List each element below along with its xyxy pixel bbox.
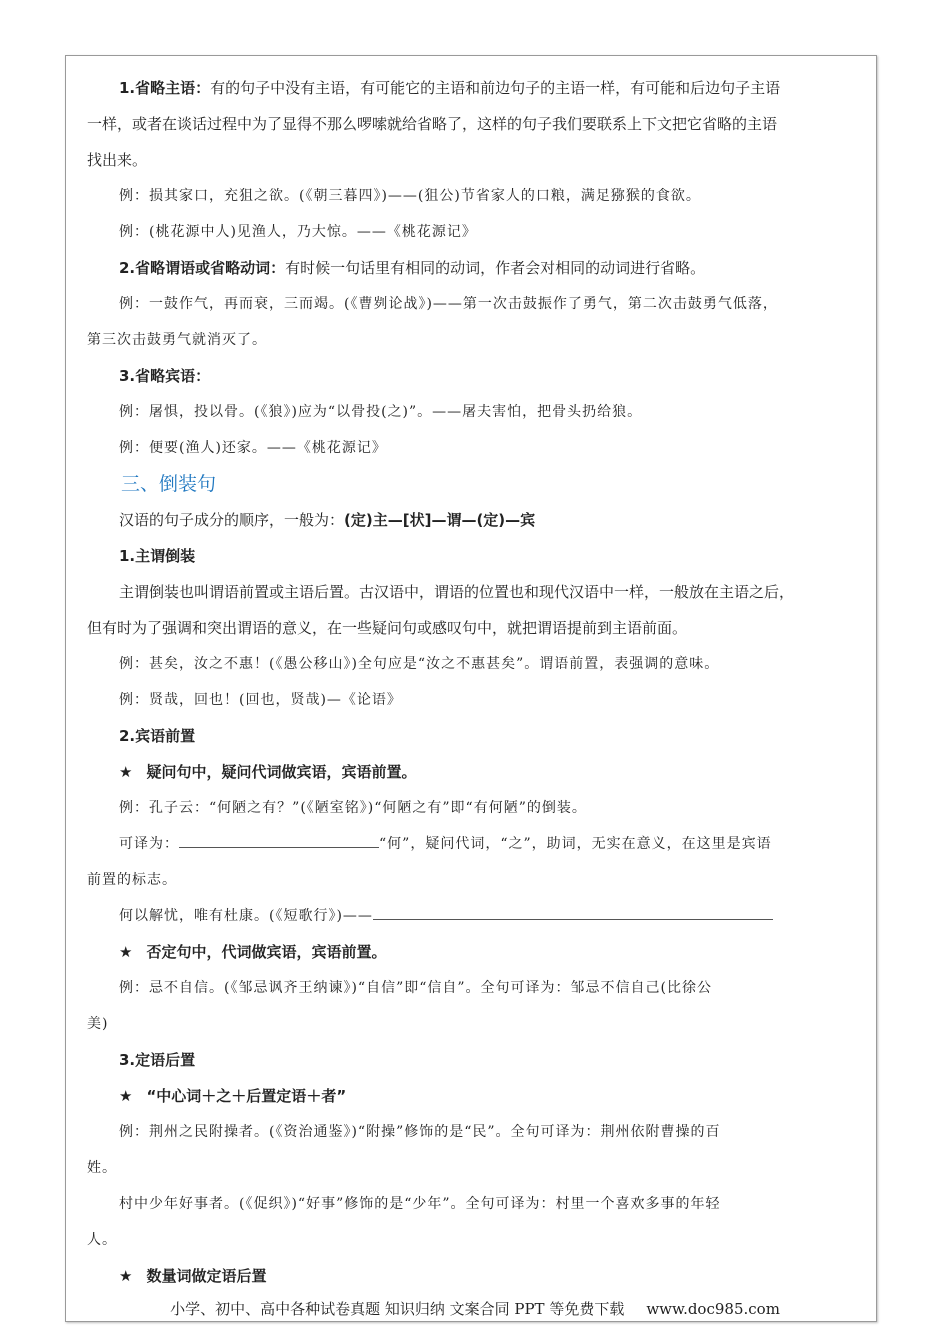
sub3-rule2: 数量词做定语后置 — [146, 1267, 267, 1285]
s2-label: 2.省略谓语或省略动词： — [119, 259, 286, 277]
sub2-translate-cont: 前置的标志。 — [87, 872, 177, 888]
answer-blank[interactable] — [179, 833, 379, 848]
s2-example-1b: 第三次击鼓勇气就消灭了。 — [87, 332, 267, 348]
sub1-heading-line — [87, 538, 857, 574]
sub2-label: 2.宾语前置 — [119, 727, 196, 745]
s3-example-2: 例：便要(渔人)还家。——《桃花源记》 — [119, 440, 387, 456]
star-icon: ★ — [119, 943, 133, 961]
section-title-inversion: 三、倒装句 — [121, 473, 217, 495]
s2-example-1a: 例：一鼓作气，再而衰，三而竭。(《曹刿论战》)——第一次击鼓振作了勇气，第二次击鼓勇气低落， — [119, 296, 778, 312]
sub2-rule1-line — [87, 754, 857, 790]
section3-intro: 汉语的句子成分的顺序，一般为： — [119, 511, 345, 529]
sub3-example-2a: 村中少年好事者。(《促织》)“好事”修饰的是“少年”。全句可译为：村里一个喜欢多事的年轻 — [119, 1196, 721, 1212]
answer-blank[interactable] — [373, 905, 773, 920]
sub2-example-2-prefix: 何以解忧，唯有杜康。(《短歌行》)—— — [119, 908, 373, 924]
star-icon: ★ — [119, 1087, 133, 1105]
s1-text3: 找出来。 — [87, 151, 148, 169]
star-icon: ★ — [119, 763, 133, 781]
star-icon: ★ — [119, 1267, 133, 1285]
sub2-rule2-line — [87, 934, 857, 970]
sub1-example-2: 例：贤哉，回也！(回也，贤哉)—《论语》 — [119, 692, 402, 708]
s2-text: 有时候一句话里有相同的动词，作者会对相同的动词进行省略。 — [285, 259, 706, 277]
sub2-translate-rest: “何”，疑问代词，“之”，助词，无实在意义，在这里是宾语 — [379, 836, 772, 852]
sub3-label: 3.定语后置 — [119, 1051, 196, 1069]
sub3-rule1: “中心词＋之＋后置定语＋者” — [146, 1087, 347, 1105]
sub1-text2: 但有时为了强调和突出谓语的意义，在一些疑问句或感叹句中，就把谓语提前到主语前面。 — [87, 619, 688, 637]
sub3-example-1b: 姓。 — [87, 1160, 117, 1176]
sub2-example-2-line — [87, 898, 857, 934]
page-footer — [0, 1298, 950, 1319]
sub3-example-1a: 例：荆州之民附操者。(《资治通鉴》)“附操”修饰的是“民”。全句可译为：荆州依附曹操的百 — [119, 1124, 721, 1140]
s3-heading-line — [87, 358, 857, 394]
sub2-heading-line — [87, 718, 857, 754]
sub2-translate-line — [87, 826, 857, 862]
footer-url[interactable]: www.doc985.com — [646, 1300, 780, 1318]
section3-order: (定)主—[状]—谓—(定)—宾 — [344, 511, 536, 529]
s1-label: 1.省略主语： — [119, 79, 211, 97]
s3-label: 3.省略宾语： — [119, 367, 211, 385]
sub3-rule1-line — [87, 1078, 857, 1114]
s1-heading-line — [87, 70, 857, 106]
sub2-example-1: 例：孔子云：“何陋之有？”(《陋室铭》)“何陋之有”即“有何陋”的倒装。 — [119, 800, 587, 816]
sub1-example-1: 例：甚矣，汝之不惠！(《愚公移山》)全句应是“汝之不惠甚矣”。谓语前置，表强调的意味。 — [119, 656, 720, 672]
s1-text1: 有的句子中没有主语，有可能它的主语和前边句子的主语一样，有可能和后边句子主语 — [210, 79, 781, 97]
footer-text: 小学、初中、高中各种试卷真题 知识归纳 文案合同 PPT 等免费下载 — [170, 1300, 625, 1318]
s2-heading-line — [87, 250, 857, 286]
sub2-rule1: 疑问句中，疑问代词做宾语，宾语前置。 — [146, 763, 417, 781]
s3-example-1: 例：屠惧，投以骨。(《狼》)应为“以骨投(之)”。——屠夫害怕，把骨头扔给狼。 — [119, 404, 643, 420]
s1-example-1: 例：损其家口，充狙之欲。(《朝三暮四》)——(狙公)节省家人的口粮，满足猕猴的食欲。 — [119, 188, 701, 204]
sub3-heading-line — [87, 1042, 857, 1078]
s1-example-2: 例：(桃花源中人)见渔人，乃大惊。——《桃花源记》 — [119, 224, 477, 240]
sub2-rule2: 否定句中，代词做宾语，宾语前置。 — [146, 943, 387, 961]
sub3-rule2-line — [87, 1258, 857, 1294]
sub2-example-3a: 例：忌不自信。(《邹忌讽齐王纳谏》)“自信”即“信自”。全句可译为：邹忌不信自己(比徐公 — [119, 980, 713, 996]
s1-text2: 一样，或者在谈话过程中为了显得不那么啰嗦就给省略了，这样的句子我们要联系上下文把它省略的主语 — [87, 115, 778, 133]
section3-intro-line — [87, 502, 857, 538]
document-body — [87, 70, 857, 1294]
sub1-label: 1.主谓倒装 — [119, 547, 196, 565]
sub2-translate-prefix: 可译为： — [119, 836, 179, 852]
sub2-example-3b: 美) — [87, 1016, 109, 1032]
sub3-example-2b: 人。 — [87, 1232, 117, 1248]
sub1-text1: 主谓倒装也叫谓语前置或主语后置。古汉语中，谓语的位置也和现代汉语中一样，一般放在主语之后， — [119, 583, 795, 601]
